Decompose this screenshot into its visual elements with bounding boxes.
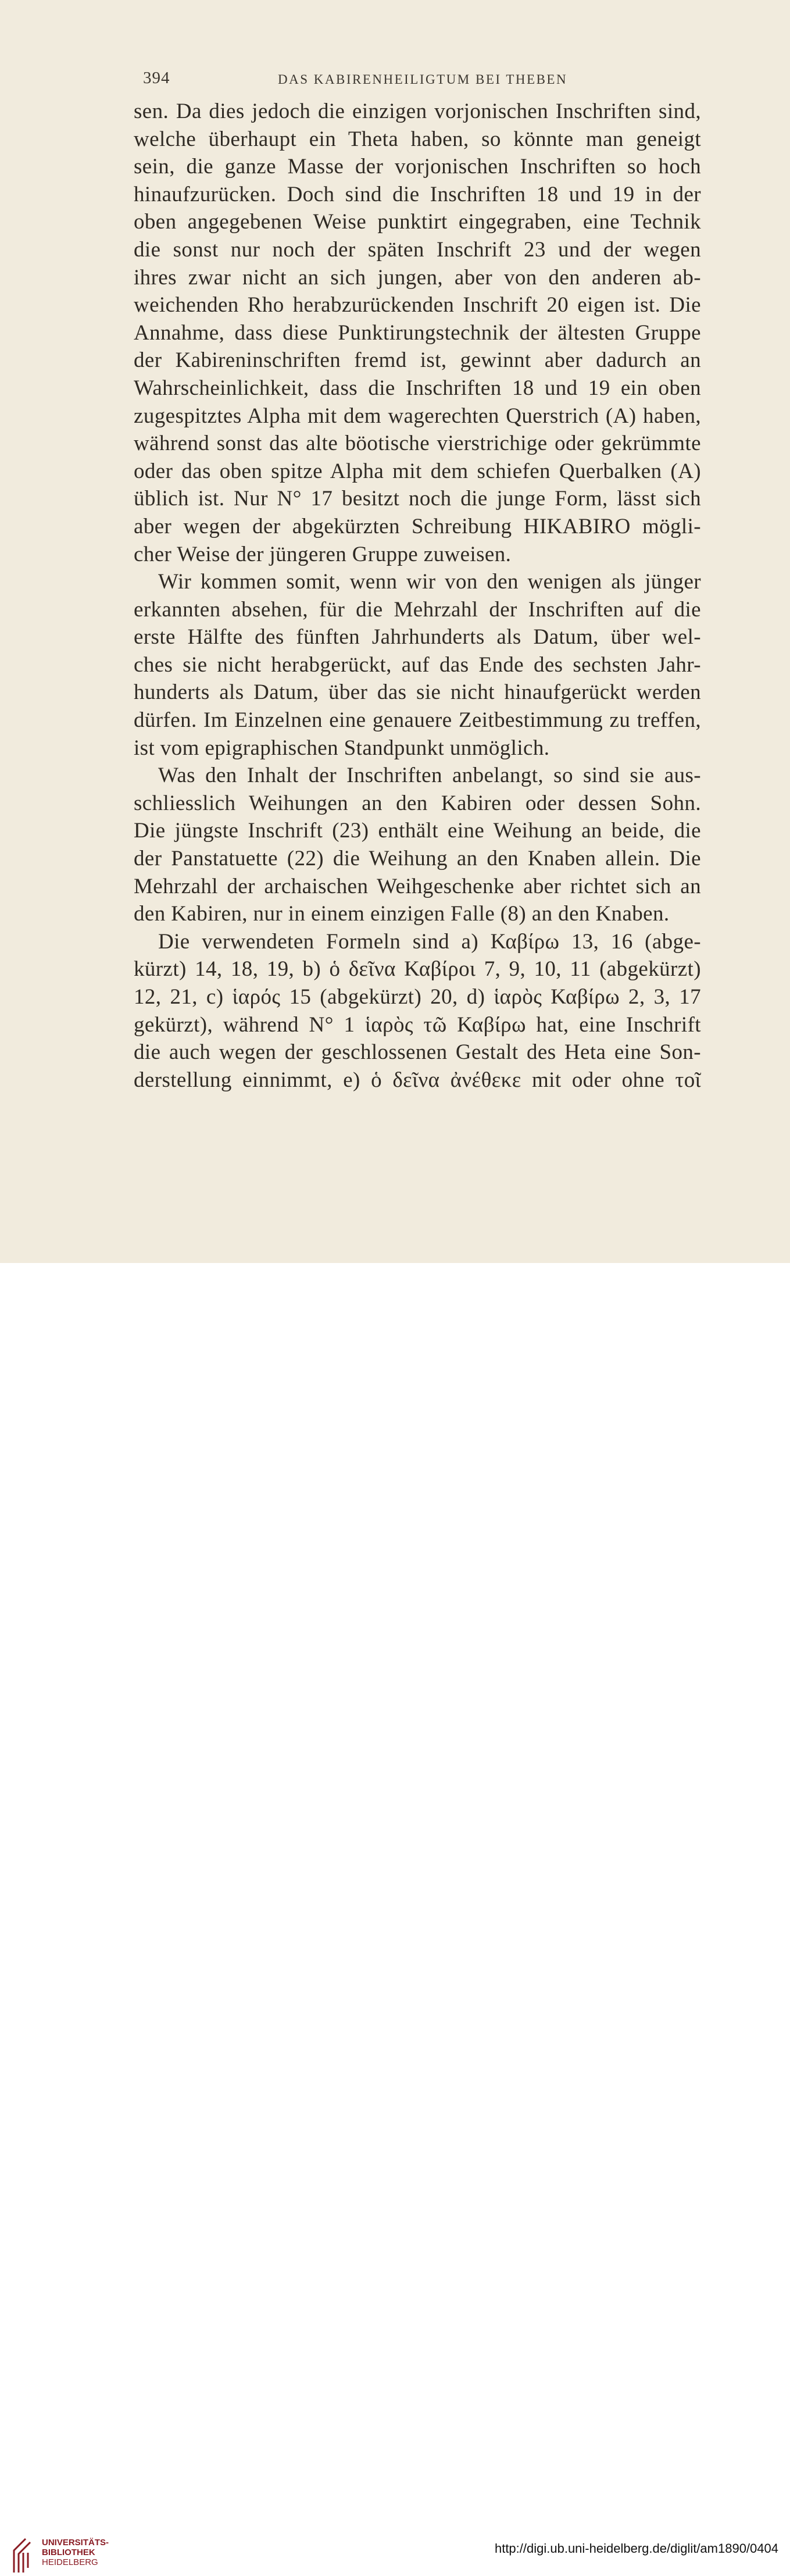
text-line: 12, 21, c) ἱαρός 15 (abgekürzt) 20, d) ἱαρὸς Καβίρω 2, 3, 17 <box>134 985 701 1009</box>
text-line: den Kabiren, nur in einem einzigen Falle (8) an den Knaben. <box>134 902 670 926</box>
text-line: während sonst das alte böotische vierstrichige oder gekrümmte <box>134 431 701 456</box>
library-name <box>42 2538 109 2567</box>
text-line: hunderts als Datum, über das sie nicht hinaufgerückt werden <box>134 680 701 705</box>
text-line: cher Weise der jüngeren Gruppe zuweisen. <box>134 542 512 566</box>
library-name-line: BIBLIOTHEK <box>42 2548 95 2557</box>
text-line: Wahrscheinlichkeit, dass die Inschriften 18 und 19 ein oben <box>134 376 701 400</box>
text-line: oben angegebenen Weise punktirt eingegraben, eine Technik <box>134 210 701 234</box>
text-line: Die jüngste Inschrift (23) enthält eine Weihung an beide, die <box>134 819 701 843</box>
text-line: zugespitztes Alpha mit dem wagerechten Querstrich (A) haben, <box>134 404 701 428</box>
text-line: dürfen. Im Einzelnen eine genauere Zeitbestimmung zu treffen, <box>134 708 701 733</box>
library-name-line: HEIDELBERG <box>42 2557 98 2567</box>
text-line: ihres zwar nicht an sich jungen, aber von den anderen ab- <box>134 265 701 290</box>
text-line: die auch wegen der geschlossenen Gestalt des Heta eine Son- <box>134 1040 701 1065</box>
text-line: Annahme, dass diese Punktirungstechnik der ältesten Gruppe <box>134 320 701 345</box>
text-line: aber wegen der abgekürzten Schreibung HIKABIRO mögli- <box>134 514 701 538</box>
library-name-line: UNIVERSITÄTS- <box>42 2538 109 2548</box>
text-line: derstellung einnimmt, e) ὁ δεῖνα ἀνέθεκε mit oder ohne τοῖ <box>134 1068 701 1092</box>
text-line: schliesslich Weihungen an den Kabiren oder dessen Sohn. <box>134 791 701 815</box>
text-line: weichenden Rho herabzurückenden Inschrift 20 eigen ist. Die <box>134 293 701 317</box>
running-head: DAS KABIRENHEILIGTUM BEI THEBEN <box>278 72 568 87</box>
text-line: der Panstatuette (22) die Weihung an den Knaben allein. Die <box>134 847 701 871</box>
text-line: Wir kommen somit, wenn wir von den wenigen als jünger <box>158 570 701 594</box>
footer-bar <box>0 1263 790 2567</box>
text-line: Mehrzahl der archaischen Weihgeschenke aber richtet sich an <box>134 874 701 898</box>
text-line: Die verwendeten Formeln sind a) Καβίρω 13, 16 (abge- <box>158 929 701 954</box>
text-line: kürzt) 14, 18, 19, b) ὁ δεῖνα Καβίροι 7, 9, 10, 11 (abgekürzt) <box>134 957 701 982</box>
text-line: erkannten absehen, für die Mehrzahl der Inschriften auf die <box>134 597 701 622</box>
text-line: welche überhaupt ein Theta haben, so könnte man geneigt <box>134 127 701 151</box>
text-line: die sonst nur noch der späten Inschrift 23 und der wegen <box>134 237 701 262</box>
text-line: gekürzt), während N° 1 ἱαρὸς τῶ Καβίρω hat, eine Inschrift <box>134 1012 701 1037</box>
scanned-page <box>0 0 790 1263</box>
text-line: sen. Da dies jedoch die einzigen vorjonischen Inschriften sind, <box>134 99 701 123</box>
library-logo-icon <box>8 2535 34 2576</box>
text-line: ches sie nicht herabgerückt, auf das Ende des sechsten Jahr- <box>134 652 701 677</box>
text-line: der Kabireninschriften fremd ist, gewinnt aber dadurch an <box>134 348 701 373</box>
text-line: hinaufzurücken. Doch sind die Inschriften 18 und 19 in der <box>134 182 701 206</box>
text-line: oder das oben spitze Alpha mit dem schiefen Querbalken (A) <box>134 459 701 483</box>
text-line: Was den Inhalt der Inschriften anbelangt, so sind sie aus- <box>158 763 701 788</box>
page-number: 394 <box>143 69 170 87</box>
source-url-link[interactable]: http://digi.ub.uni-heidelberg.de/diglit/am1890/0404 <box>494 2541 778 2556</box>
text-line: erste Hälfte des fünften Jahrhunderts als Datum, über wel- <box>134 625 701 650</box>
text-line: üblich ist. Nur N° 17 besitzt noch die junge Form, lässt sich <box>134 487 701 511</box>
text-line: sein, die ganze Masse der vorjonischen Inschriften so hoch <box>134 155 701 179</box>
body-text <box>134 98 701 1094</box>
text-line: ist vom epigraphischen Standpunkt unmöglich. <box>134 736 550 760</box>
